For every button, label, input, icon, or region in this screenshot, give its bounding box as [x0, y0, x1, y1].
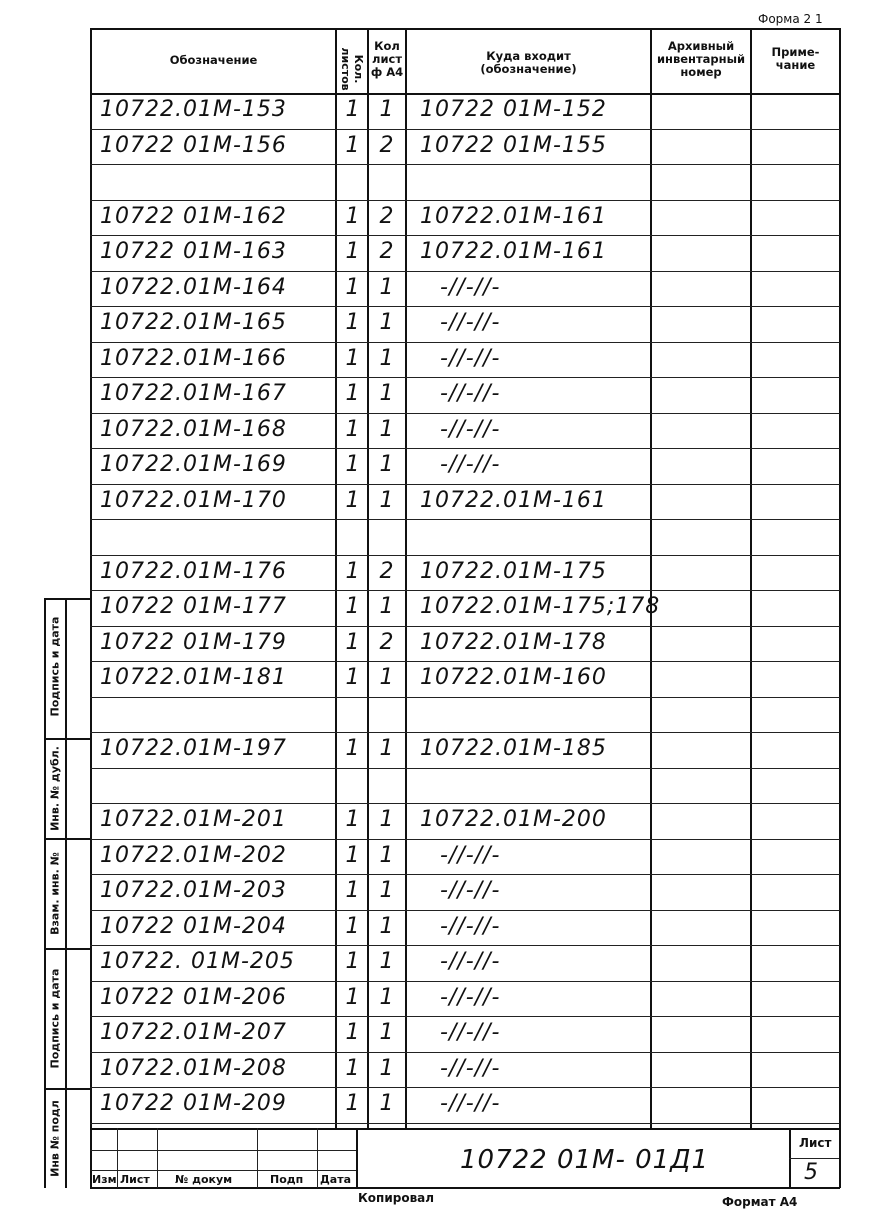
cell-designation: 10722 01M-209: [100, 1091, 287, 1116]
cell-sheets: 1: [345, 984, 361, 1010]
header-a4-l3: ф А4: [370, 65, 404, 79]
cell-a4: 1: [379, 97, 395, 122]
cell-a4: 2: [379, 203, 395, 229]
cell-sheets: 1: [345, 310, 361, 335]
cell-sheets: 1: [345, 913, 361, 939]
cell-a4: 1: [379, 594, 395, 619]
cell-sheets: 1: [345, 97, 361, 122]
table-row: [90, 768, 840, 804]
cell-where-used: 10722.01M-161: [420, 487, 607, 513]
tb-col3: [257, 1128, 258, 1188]
table-row: [90, 519, 840, 555]
cell-designation: 10722 01M-163: [100, 239, 287, 264]
table-row: [90, 129, 840, 165]
cell-sheets: 1: [345, 416, 361, 442]
title-block-divider: [356, 1128, 358, 1188]
cell-designation: 10722.01M-202: [100, 842, 287, 868]
cell-designation: 10722 01M-162: [100, 203, 287, 229]
side-label-inv-dubl: Инв. № дубл.: [48, 746, 62, 831]
side-label-vzam-inv: Взам. инв. №: [48, 852, 62, 935]
cell-where-used: 10722.01M-178: [420, 629, 607, 655]
table-row: [90, 945, 840, 981]
cell-sheets: 1: [345, 381, 361, 406]
table-row: [90, 803, 840, 839]
cell-sheets: 1: [345, 132, 361, 158]
cell-a4: 1: [379, 487, 395, 513]
cell-where-used: 10722.01M-185: [420, 736, 607, 761]
side-strip-mid: [65, 598, 67, 1188]
cell-sheets: 1: [345, 594, 361, 619]
cell-sheets: 1: [345, 842, 361, 868]
header-a4-l2: лист: [372, 52, 402, 66]
frame-top: [90, 28, 840, 30]
header-archive: [652, 40, 750, 79]
tb-col2: [157, 1128, 158, 1188]
header-note: [752, 46, 839, 72]
cell-where-used: -//-//-: [440, 416, 501, 442]
cell-a4: 1: [379, 416, 395, 442]
form-label: Форма 2 1: [758, 12, 823, 26]
cell-a4: 2: [379, 132, 395, 158]
table-row: [90, 555, 840, 591]
cell-a4: 1: [379, 310, 395, 335]
cell-where-used: -//-//-: [440, 1020, 501, 1045]
cell-designation: 10722.01M-153: [100, 97, 287, 122]
header-where-l2: (обозначение): [480, 62, 577, 76]
cell-a4: 1: [379, 665, 395, 690]
header-sheets-count-text: Кол. листов: [339, 47, 365, 91]
table-row: [90, 981, 840, 1017]
table-row: [90, 661, 840, 697]
header-archive-l1: Архивный: [667, 39, 735, 53]
cell-where-used: -//-//-: [440, 842, 501, 868]
cell-designation: 10722 01M-156: [100, 132, 287, 158]
cell-a4: 1: [379, 345, 395, 371]
header-designation: Обозначение: [169, 53, 258, 67]
table-row: [90, 1052, 840, 1088]
cell-where-used: -//-//-: [440, 878, 501, 903]
cell-a4: 1: [379, 913, 395, 939]
side-label-sign-date-bottom: Подпись и дата: [48, 968, 62, 1069]
tb-izm: Изм: [92, 1173, 117, 1186]
cell-sheets: 1: [345, 203, 361, 229]
cell-designation: 10722.01M-169: [100, 452, 287, 477]
cell-a4: 1: [379, 1020, 395, 1045]
cell-sheets: 1: [345, 558, 361, 584]
cell-designation: 10722. 01M-205: [100, 949, 295, 974]
header-note-l2: чание: [775, 58, 816, 72]
side-label-inv-podl: Инв № подл: [48, 1100, 62, 1177]
side-label-sign-date-top: Подпись и дата: [48, 616, 62, 717]
tb-date: Дата: [320, 1173, 352, 1186]
cell-designation: 10722.01M-197: [100, 736, 287, 761]
cell-sheets: 1: [345, 629, 361, 655]
cell-a4: 1: [379, 1055, 395, 1081]
table-row: [90, 306, 840, 342]
table-row: [90, 448, 840, 484]
cell-designation: 10722.01M-165: [100, 310, 287, 335]
cell-designation: 10722.01M-164: [100, 274, 287, 300]
table-row: [90, 697, 840, 733]
cell-designation: 10722.01M-167: [100, 381, 287, 406]
cell-where-used: -//-//-: [440, 984, 501, 1010]
cell-sheets: 1: [345, 665, 361, 690]
table-row: [90, 164, 840, 200]
header-a4-l1: Кол: [374, 39, 400, 53]
cell-designation: 10722 01M-204: [100, 913, 287, 939]
cell-where-used: -//-//-: [440, 345, 501, 371]
cell-where-used: -//-//-: [440, 949, 501, 974]
header-sheets-count: [337, 36, 367, 91]
row-divider: [90, 1123, 840, 1124]
tb-col4: [317, 1128, 318, 1188]
table-row: [90, 910, 840, 946]
table-row: [90, 1087, 840, 1123]
cell-designation: 10722.01M-201: [100, 807, 287, 832]
cell-designation: 10722.01M-203: [100, 878, 287, 903]
table-row: [90, 874, 840, 910]
footer-format: Формат А4: [722, 1195, 798, 1209]
cell-a4: 1: [379, 807, 395, 832]
cell-sheets: 1: [345, 1055, 361, 1081]
table-row: [90, 413, 840, 449]
cell-sheets: 1: [345, 1091, 361, 1116]
side-strip-left: [44, 598, 46, 1188]
table-row: [90, 377, 840, 413]
cell-sheets: 1: [345, 274, 361, 300]
tb-col1: [117, 1128, 118, 1188]
cell-designation: 10722.01M-181: [100, 665, 287, 690]
cell-sheets: 1: [345, 736, 361, 761]
cell-where-used: 10722 01M-155: [420, 132, 607, 158]
cell-a4: 2: [379, 558, 395, 584]
title-block-sheet-row: [789, 1158, 839, 1159]
tb-sheet-label: Лист: [799, 1136, 832, 1150]
cell-designation: 10722.01M-176: [100, 558, 287, 584]
header-a4-count: [368, 40, 406, 79]
header-archive-l2: инвентарный: [656, 52, 746, 66]
tb-podp: Подп: [270, 1173, 304, 1186]
cell-sheets: 1: [345, 949, 361, 974]
cell-where-used: 10722.01M-160: [420, 665, 607, 690]
cell-a4: 1: [379, 878, 395, 903]
cell-a4: 1: [379, 381, 395, 406]
cell-sheets: 1: [345, 1020, 361, 1045]
cell-a4: 1: [379, 842, 395, 868]
table-row: [90, 626, 840, 662]
cell-designation: 10722 01M-177: [100, 594, 287, 619]
cell-sheets: 1: [345, 487, 361, 513]
table-row: [90, 271, 840, 307]
cell-a4: 1: [379, 1091, 395, 1116]
cell-designation: 10722.01M-208: [100, 1055, 287, 1081]
cell-a4: 2: [379, 239, 395, 264]
cell-where-used: 10722.01M-175: [420, 558, 607, 584]
cell-a4: 2: [379, 629, 395, 655]
table-row: [90, 1016, 840, 1052]
frame-bottom: [90, 1187, 840, 1189]
footer-copied: Копировал: [358, 1191, 435, 1205]
cell-sheets: 1: [345, 452, 361, 477]
cell-where-used: 10722.01M-161: [420, 239, 607, 264]
cell-where-used: 10722 01M-152: [420, 97, 607, 122]
cell-where-used: -//-//-: [440, 381, 501, 406]
header-where-used: [407, 50, 650, 76]
cell-where-used: -//-//-: [440, 1091, 501, 1116]
cell-designation: 10722 01M-179: [100, 629, 287, 655]
cell-designation: 10722.01M-168: [100, 416, 287, 442]
header-where-l1: Куда входит: [486, 49, 571, 63]
cell-sheets: 1: [345, 239, 361, 264]
table-row: [90, 342, 840, 378]
table-row: [90, 484, 840, 520]
cell-where-used: 10722.01M-200: [420, 807, 607, 832]
table-row: [90, 235, 840, 271]
cell-a4: 1: [379, 984, 395, 1010]
title-block-top: [90, 1128, 840, 1130]
table-row: [90, 732, 840, 768]
table-row: [90, 200, 840, 236]
cell-sheets: 1: [345, 878, 361, 903]
table-row: [90, 590, 840, 626]
cell-where-used: -//-//-: [440, 913, 501, 939]
cell-sheets: 1: [345, 345, 361, 371]
header-note-l1: Приме-: [771, 45, 820, 59]
table-row: [90, 839, 840, 875]
cell-a4: 1: [379, 452, 395, 477]
cell-where-used: -//-//-: [440, 274, 501, 300]
cell-where-used: -//-//-: [440, 1055, 501, 1081]
table-row: [90, 93, 840, 129]
tb-doc: № докум: [175, 1173, 233, 1186]
cell-where-used: -//-//-: [440, 452, 501, 477]
cell-designation: 10722.01M-170: [100, 487, 287, 513]
cell-sheets: 1: [345, 807, 361, 832]
cell-where-used: 10722.01M-175;178: [420, 594, 661, 619]
header-archive-l3: номер: [680, 65, 722, 79]
tb-doc-code: 10722 01M- 01Д1: [460, 1145, 710, 1175]
cell-where-used: 10722.01M-161: [420, 203, 607, 229]
cell-designation: 10722.01M-166: [100, 345, 287, 371]
cell-a4: 1: [379, 274, 395, 300]
cell-a4: 1: [379, 736, 395, 761]
cell-where-used: -//-//-: [440, 310, 501, 335]
tb-list: Лист: [120, 1173, 150, 1186]
cell-designation: 10722.01M-207: [100, 1020, 287, 1045]
cell-designation: 10722 01M-206: [100, 984, 287, 1010]
cell-a4: 1: [379, 949, 395, 974]
tb-sheet-number: 5: [804, 1160, 819, 1185]
